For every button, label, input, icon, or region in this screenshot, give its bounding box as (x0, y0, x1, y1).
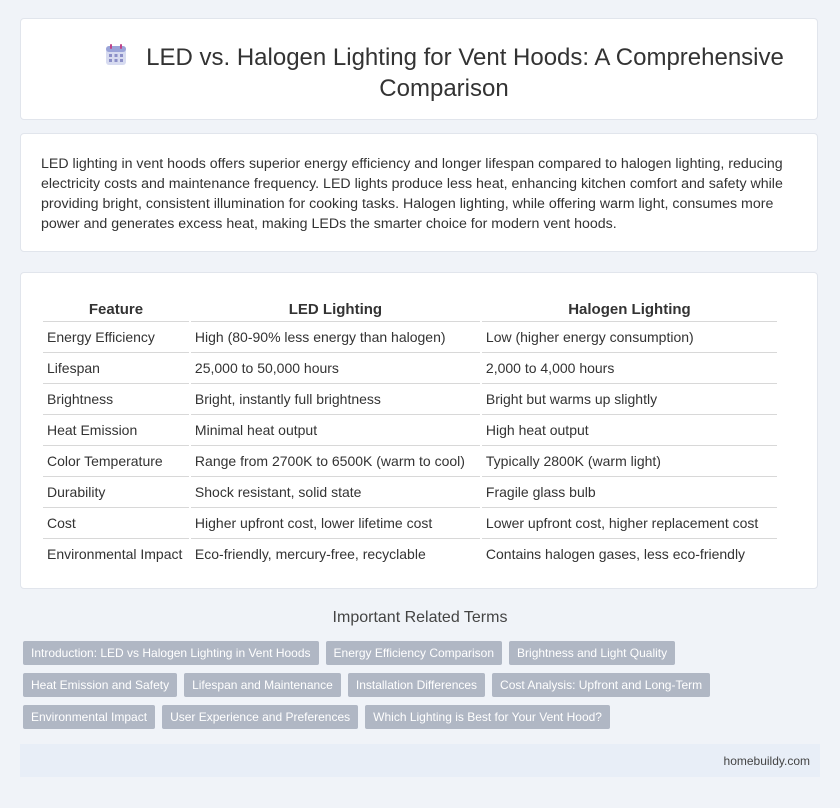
header-card (20, 18, 818, 120)
table-row (43, 384, 777, 415)
halogen-cell: Typically 2800K (warm light) (482, 446, 777, 477)
feature-cell: Lifespan (43, 353, 189, 384)
tag-link[interactable]: Brightness and Light Quality (509, 641, 675, 665)
table-header-row (43, 293, 777, 322)
tag-link[interactable]: Introduction: LED vs Halogen Lighting in Vent Hoods (23, 641, 319, 665)
page-title (91, 43, 797, 103)
tag-link[interactable]: Heat Emission and Safety (23, 673, 177, 697)
halogen-cell: 2,000 to 4,000 hours (482, 353, 777, 384)
intro-card (20, 133, 818, 252)
tag-row (23, 673, 803, 697)
table-row (43, 322, 777, 353)
table-row (43, 508, 777, 539)
halogen-cell: Contains halogen gases, less eco-friendly (485, 546, 746, 562)
header-led: LED Lighting (191, 293, 480, 322)
related-terms (23, 641, 803, 737)
comparison-table (41, 293, 779, 569)
page-title-text: LED vs. Halogen Lighting for Vent Hoods: A Comprehensive Comparison (146, 44, 784, 102)
led-cell: High (80-90% less energy than halogen) (191, 322, 480, 353)
tag-link[interactable]: Installation Differences (348, 673, 485, 697)
feature-cell: Cost (43, 508, 189, 539)
led-cell: Range from 2700K to 6500K (warm to cool) (191, 446, 480, 477)
header-feature: Feature (43, 293, 189, 322)
halogen-cell: Bright but warms up slightly (482, 384, 777, 415)
tag-link[interactable]: User Experience and Preferences (162, 705, 358, 729)
calendar-icon (104, 43, 128, 74)
feature-cell: Color Temperature (43, 446, 189, 477)
table-row (43, 353, 777, 384)
table-row (43, 415, 777, 446)
feature-cell: Environmental Impact (47, 546, 183, 562)
tag-link[interactable]: Which Lighting is Best for Your Vent Hood? (365, 705, 610, 729)
tag-link[interactable]: Energy Efficiency Comparison (326, 641, 503, 665)
halogen-cell: Low (higher energy consumption) (482, 322, 777, 353)
halogen-cell: Fragile glass bulb (482, 477, 777, 508)
tag-link[interactable]: Environmental Impact (23, 705, 155, 729)
feature-cell: Durability (43, 477, 189, 508)
feature-cell: Brightness (43, 384, 189, 415)
led-cell: Shock resistant, solid state (191, 477, 480, 508)
feature-cell: Heat Emission (43, 415, 189, 446)
led-cell: 25,000 to 50,000 hours (191, 353, 480, 384)
tag-link[interactable]: Cost Analysis: Upfront and Long-Term (492, 673, 710, 697)
tag-row (23, 705, 803, 729)
tag-row (23, 641, 803, 665)
table-row (43, 446, 777, 477)
led-cell: Higher upfront cost, lower lifetime cost (191, 508, 480, 539)
footer-site-link[interactable]: homebuildy.com (723, 754, 810, 768)
feature-cell: Energy Efficiency (43, 322, 189, 353)
led-cell: Eco-friendly, mercury-free, recyclable (194, 546, 426, 562)
footer (20, 744, 820, 777)
led-cell: Minimal heat output (191, 415, 480, 446)
table-row (43, 539, 777, 569)
table-row (43, 477, 777, 508)
intro-paragraph: LED lighting in vent hoods offers superior energy efficiency and longer lifespan compared to halogen lighting, reducing electricity costs and maintenance frequency. LED lights produce less heat, enhancing kitchen comfort and safety while providing bright, consistent illumination for cooking tasks. Halogen lighting, while offering warm light, consumes more power and generates excess heat, making LEDs the smarter choice for modern vent hoods. (41, 156, 783, 232)
header-halogen: Halogen Lighting (482, 293, 777, 322)
comparison-card (20, 272, 818, 589)
tag-link[interactable]: Lifespan and Maintenance (184, 673, 341, 697)
led-cell: Bright, instantly full brightness (191, 384, 480, 415)
halogen-cell: High heat output (482, 415, 777, 446)
related-terms-title: Important Related Terms (332, 609, 508, 626)
halogen-cell: Lower upfront cost, higher replacement cost (482, 508, 777, 539)
